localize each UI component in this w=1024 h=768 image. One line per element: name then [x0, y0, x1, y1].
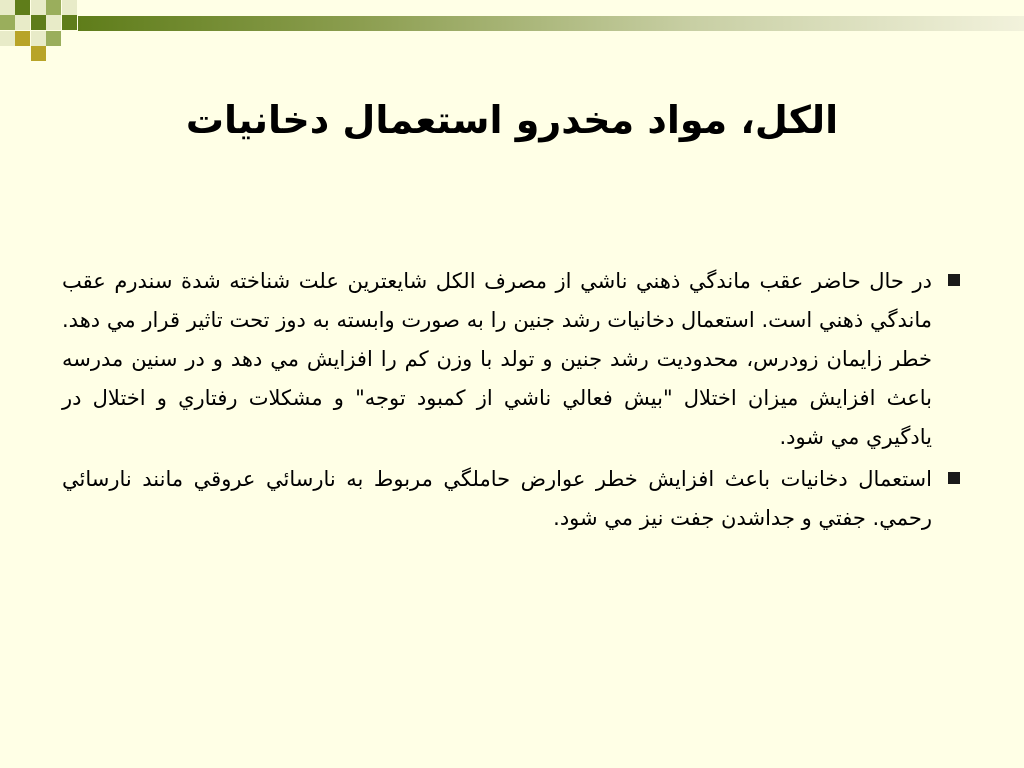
- square-bullet-icon: [948, 472, 960, 484]
- bullet-item: [62, 460, 962, 538]
- corner-decoration: [0, 0, 1024, 62]
- deco-square: [15, 0, 30, 15]
- deco-square: [62, 0, 77, 15]
- deco-square: [31, 15, 46, 30]
- deco-square: [0, 31, 15, 46]
- deco-square: [31, 0, 46, 15]
- deco-square: [46, 15, 61, 30]
- deco-square: [0, 15, 15, 30]
- deco-square: [46, 0, 61, 15]
- deco-square: [15, 31, 30, 46]
- deco-square: [31, 46, 46, 61]
- deco-square: [31, 31, 46, 46]
- bullet-list: [62, 262, 962, 541]
- bullet-text: در حال حاضر عقب ماندگي ذهني ناشي از مصرف الكل شايعترين علت شناخته شدة سندرم عقب ماندگي ذهني است. استعمال دخانيات رشد جنين را به صورت وابسته به دوز تحت تاثير قرار مي دهد. خطر زايمان زودرس، محدوديت رشد جنين و تولد با وزن كم را افزايش مي دهد و در سنين مدرسه باعث افزايش ميزان اختلال "بيش فعالي ناشي از كمبود توجه" و مشكلات رفتاري و اختلال در يادگيري مي شود.: [62, 269, 932, 449]
- bullet-item: [62, 262, 962, 457]
- bullet-text: استعمال دخانيات باعث افزايش خطر عوارض حاملگي مربوط به نارسائي عروقي مانند نارسائي رحمي. جفتي و جداشدن جفت نيز مي شود.: [62, 467, 932, 530]
- deco-square: [46, 31, 61, 46]
- deco-square: [62, 15, 77, 30]
- square-bullet-icon: [948, 274, 960, 286]
- slide-title: الكل، مواد مخدرو استعمال دخانيات: [185, 98, 839, 142]
- deco-square: [0, 0, 15, 15]
- header-gradient-bar: [78, 16, 1024, 31]
- deco-square: [15, 15, 30, 30]
